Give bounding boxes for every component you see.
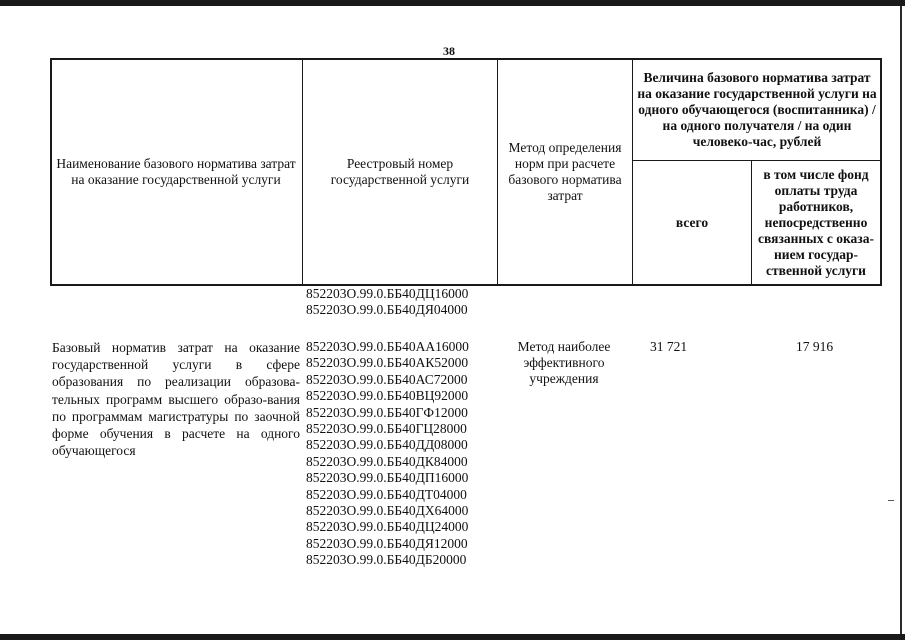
- registry-code: 852203О.99.0.ББ40АС72000: [306, 371, 468, 387]
- registry-code: 852203О.99.0.ББ40ДК84000: [306, 453, 468, 469]
- subheader-divider: [632, 160, 882, 161]
- registry-code: 852203О.99.0.ББ40ДЯ12000: [306, 535, 468, 551]
- row-method: Метод наиболее эффективного учреждения: [517, 339, 611, 386]
- registry-code: 852203О.99.0.ББ40ДЦ24000: [306, 519, 469, 535]
- scan-border-bottom: [0, 634, 905, 640]
- registry-code: 852203О.99.0.ББ40ДД08000: [306, 437, 468, 453]
- column-divider-4: [751, 160, 752, 286]
- column-divider-3: [632, 58, 633, 286]
- row-description: Базовый норматив затрат на оказание государственной услуги в сфере образования по реализации образова-тельных программ высшего образо-вания по программам магистратуры по заочной форме обучения в расчете на одного обучающегося: [52, 340, 300, 459]
- registry-code: 852203О.99.0.ББ40ДЯ04000: [306, 302, 468, 318]
- scan-mark: [888, 500, 894, 501]
- registry-code: 852203О.99.0.ББ40ГЦ28000: [306, 421, 467, 437]
- registry-code: 852203О.99.0.ББ40ДП16000: [306, 470, 469, 486]
- column-divider-1: [302, 58, 303, 286]
- registry-code: 852203О.99.0.ББ40ДТ04000: [306, 486, 467, 502]
- header-total: всего: [675, 215, 709, 230]
- scan-border-right: [900, 6, 902, 634]
- registry-code: 852203О.99.0.ББ40АА16000: [306, 339, 469, 354]
- carryover-codes: [306, 286, 468, 319]
- registry-code: 852203О.99.0.ББ40ДЦ16000: [306, 286, 469, 301]
- registry-code: 852203О.99.0.ББ40ДБ20000: [306, 552, 467, 568]
- row-registry-codes: [306, 339, 469, 569]
- table-border-left: [50, 58, 52, 286]
- page-number: 38: [443, 44, 455, 58]
- header-name: Наименование базового норматива затрат на оказание государственной услуги: [56, 156, 296, 187]
- registry-code: 852203О.99.0.ББ40АК52000: [306, 355, 469, 371]
- registry-code: 852203О.99.0.ББ40ГФ12000: [306, 404, 468, 420]
- header-method: Метод определения норм при расчете базового норматива затрат: [508, 140, 622, 203]
- header-wage-fund: в том числе фонд оплаты труда работников, непосредственно связанных с оказа-нием государ-ственной услуги: [758, 167, 874, 278]
- row-total-value: 31 721: [650, 339, 688, 354]
- table-border-right: [880, 58, 882, 286]
- registry-code: 852203О.99.0.ББ40ДХ64000: [306, 503, 469, 519]
- row-wage-fund-value: 17 916: [796, 339, 834, 354]
- header-registry-number: Реестровый номер государственной услуги: [330, 156, 470, 187]
- registry-code: 852203О.99.0.ББ40ВЦ92000: [306, 388, 469, 404]
- column-divider-2: [497, 58, 498, 286]
- scan-border-top: [0, 0, 905, 6]
- header-value-group: Величина базового норматива затрат на оказание государственной услуги на одного обучающегося (воспитанника) / на одного получателя / на один человеко-час, рублей: [637, 70, 877, 149]
